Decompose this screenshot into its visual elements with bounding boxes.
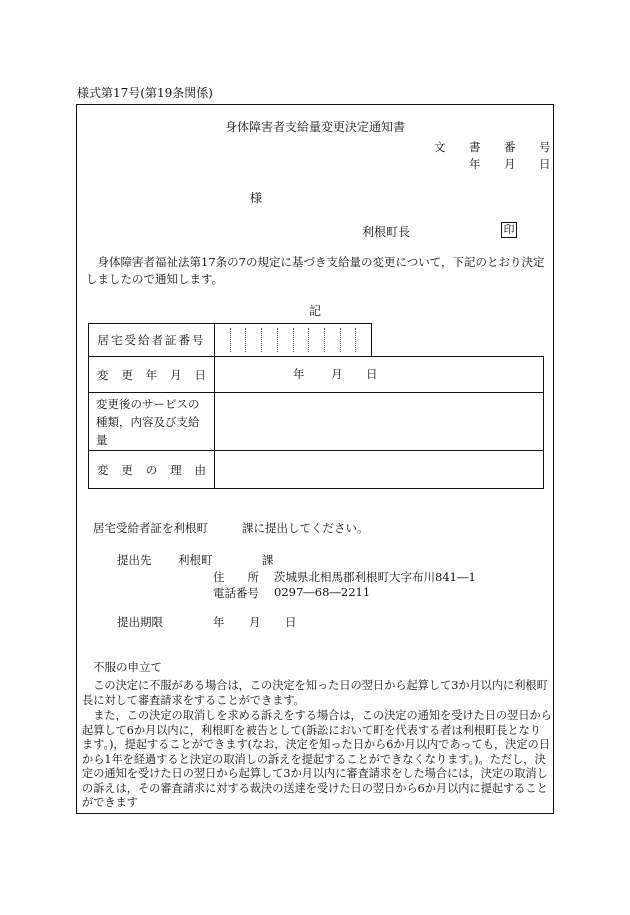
service-label: 変更後のサービスの 種類，内容及び支給量 xyxy=(89,393,215,451)
seal-mark: 印 xyxy=(501,222,517,238)
appeal-paragraph-1: この決定に不服がある場合は，この決定を知った日の翌日から起算して3か月以内に利根町長に対して審査請求をすることができます。 xyxy=(82,679,548,707)
cert-number-label: 居宅受給者証番号 xyxy=(89,324,215,357)
appeal-paragraph-2: また，この決定の取消しを求める訴えをする場合は，この決定の通知を受けた日の翌日から起算して6か月以内に，利根町を被告として(訴訟において町を代表する者は利根町長となります。)，提起することができます(なお，決定を知った日から6か月以内であっても，決定の日から1年を経過すると決定の取消しの訴えを提起することができなくなります。)。ただし，決定の通知を受けた日の翌日から起算して3か月以内に審査請求をした場合には，決定の取消しの訴えは，その審査請求に対する裁決の送達を受けた日の翌日から6か月以内に提起することができます xyxy=(82,709,552,809)
form-label: 様式第17号(第19条関係) xyxy=(77,86,213,100)
dest-label: 提出先 xyxy=(117,553,152,567)
sender-name: 利根町長 xyxy=(362,225,411,239)
deadline-year: 年 xyxy=(213,615,225,629)
date-char: 年 xyxy=(469,157,481,171)
submit-instruction: 居宅受給者証を利根町 課に提出してください。 xyxy=(93,521,369,535)
date-char: 月 xyxy=(504,157,516,171)
cert-number-field[interactable] xyxy=(215,324,372,357)
deadline-month: 月 xyxy=(249,615,261,629)
doc-number-char: 文 xyxy=(434,140,446,154)
cert-number-digits xyxy=(215,328,371,352)
addressee-suffix: 様 xyxy=(250,191,263,205)
address-value: 茨城県北相馬郡利根町大字布川841―1 xyxy=(274,570,476,584)
change-details-table xyxy=(88,356,544,489)
deadline-label: 提出期限 xyxy=(117,615,163,629)
reason-label: 変 更 の 理 由 xyxy=(89,451,215,489)
service-field[interactable] xyxy=(215,393,544,451)
deadline-day: 日 xyxy=(285,615,297,629)
change-date-label: 変 更 年 月 日 xyxy=(89,357,215,393)
cert-number-table xyxy=(88,323,372,357)
change-date-field[interactable]: 年 月 日 xyxy=(215,357,544,393)
date-char: 日 xyxy=(539,157,551,171)
appeal-heading: 不服の申立て xyxy=(93,660,162,674)
notice-body: 身体障害者福祉法第17条の7の規定に基づき支給量の変更について，下記のとおり決定しましたので通知します。 xyxy=(86,255,545,286)
document-title: 身体障害者支給量変更決定通知書 xyxy=(224,120,405,134)
ki-heading: 記 xyxy=(309,304,322,318)
reason-field[interactable] xyxy=(215,451,544,489)
doc-number-char: 書 xyxy=(469,140,481,154)
doc-number-char: 号 xyxy=(539,140,551,154)
phone-value: 0297―68―2211 xyxy=(274,585,371,599)
dest-ka: 課 xyxy=(262,553,274,567)
phone-label: 電話番号 xyxy=(213,586,259,600)
dest-town: 利根町 xyxy=(178,553,213,567)
address-label: 住 所 xyxy=(213,570,259,584)
doc-number-char: 番 xyxy=(504,140,516,154)
